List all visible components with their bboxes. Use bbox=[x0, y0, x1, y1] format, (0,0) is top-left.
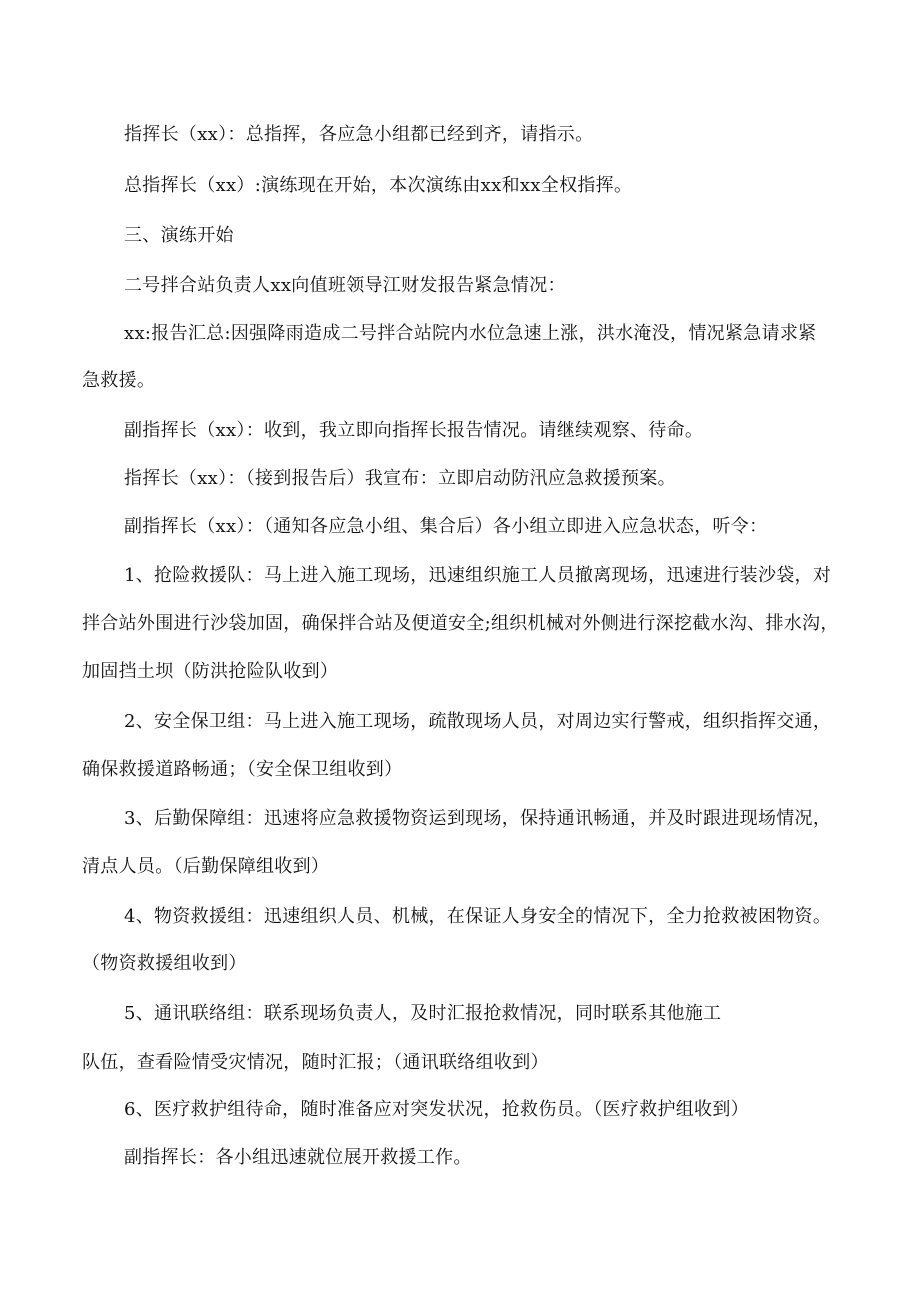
list-item-2-line-1: 2、安全保卫组：马上进入施工现场，疏散现场人员，对周边实行警戒，组织指挥交通， bbox=[124, 711, 832, 732]
paragraph-commander-report: 指挥长（xx）：总指挥，各应急小组都已经到齐，请指示。 bbox=[124, 124, 594, 145]
list-item-5-line-1: 5、通讯联络组：联系现场负责人，及时汇报抢救情况，同时联系其他施工 bbox=[124, 1003, 722, 1024]
list-item-1-line-1: 1、抢险救援队：马上进入施工现场，迅速组织施工人员撤离现场，迅速进行装沙袋，对 bbox=[124, 565, 832, 586]
paragraph-chief-commander-start: 总指挥长（xx）:演练现在开始，本次演练由xx和xx全权指挥。 bbox=[124, 175, 633, 196]
paragraph-deputy-received: 副指挥长（xx）：收到，我立即向指挥长报告情况。请继续观察、待命。 bbox=[124, 420, 704, 441]
paragraph-summary-report-cont: 急救援。 bbox=[82, 370, 156, 391]
list-item-1-line-2: 拌合站外围进行沙袋加固，确保拌合站及便道安全;组织机械对外侧进行深挖截水沟、排水沟， bbox=[82, 613, 839, 634]
paragraph-deputy-final: 副指挥长：各小组迅速就位展开救援工作。 bbox=[124, 1147, 472, 1168]
list-item-4-line-1: 4、物资救援组：迅速组织人员、机械，在保证人身安全的情况下，全力抢救被困物资。 bbox=[124, 906, 832, 927]
paragraph-deputy-orders: 副指挥长（xx）：（通知各应急小组、集合后）各小组立即进入应急状态，听令： bbox=[124, 516, 768, 537]
list-item-1-line-3: 加固挡土坝（防洪抢险队收到） bbox=[82, 661, 339, 682]
list-item-4-line-2: （物资救援组收到） bbox=[82, 953, 247, 974]
section-heading-drill-start: 三、演练开始 bbox=[124, 225, 234, 246]
paragraph-commander-announce: 指挥长（xx）：（接到报告后）我宣布：立即启动防汛应急救援预案。 bbox=[124, 468, 676, 489]
list-item-3-line-2: 清点人员。（后勤保障组收到） bbox=[82, 856, 330, 877]
paragraph-station-report: 二号拌合站负责人xx向值班领导江财发报告紧急情况： bbox=[124, 275, 566, 296]
paragraph-summary-report: xx:报告汇总:因强降雨造成二号拌合站院内水位急速上涨，洪水淹没，情况紧急请求紧 bbox=[124, 323, 817, 344]
list-item-6: 6、医疗救护组待命，随时准备应对突发状况，抢救伤员。（医疗救护组收到） bbox=[124, 1099, 749, 1120]
list-item-3-line-1: 3、后勤保障组：迅速将应急救援物资运到现场，保持通讯畅通，并及时跟进现场情况， bbox=[124, 808, 832, 829]
list-item-2-line-2: 确保救援道路畅通；（安全保卫组收到） bbox=[82, 759, 403, 780]
list-item-5-line-2: 队伍，查看险情受灾情况，随时汇报；（通讯联络组收到） bbox=[82, 1052, 549, 1073]
